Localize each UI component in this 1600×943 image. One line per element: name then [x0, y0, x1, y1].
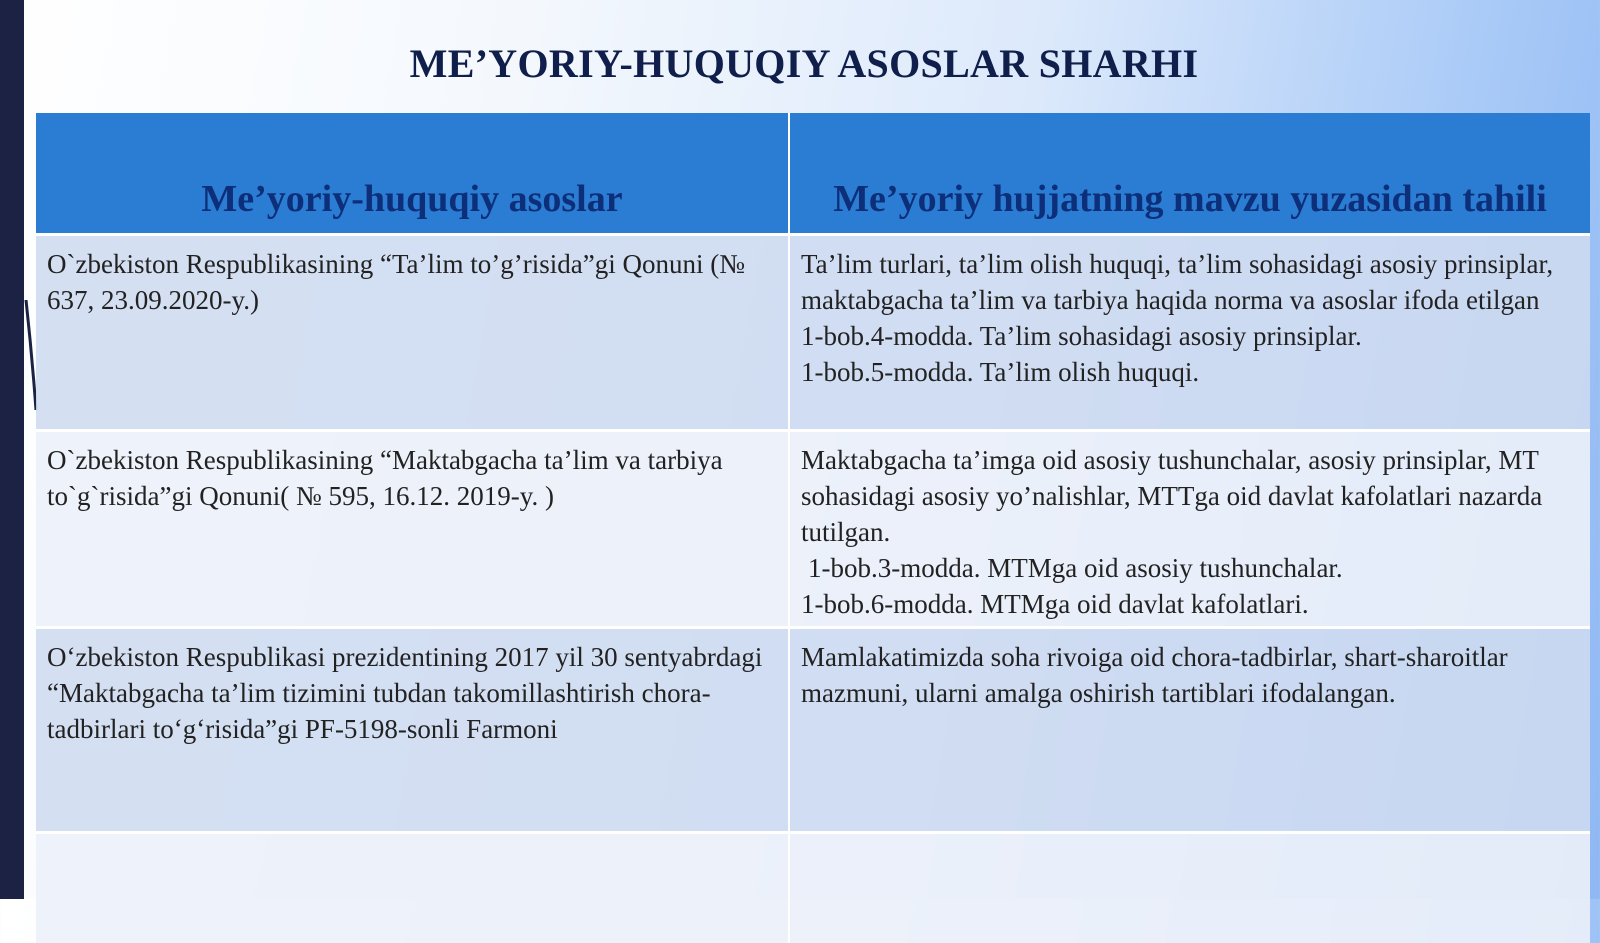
column-header-analysis: Me’yoriy hujjatning mavzu yuzasidan tahili — [789, 113, 1590, 235]
table-header-row — [36, 113, 1590, 235]
document-cell: O`zbekiston Respublikasining “Ta’lim to’g’risida”gi Qonuni (№ 637, 23.09.2020-y.) — [36, 235, 789, 431]
slide-title: ME’YORIY-HUQUQIY ASOSLAR SHARHI — [24, 40, 1584, 87]
table-row — [36, 235, 1590, 431]
legal-basis-table — [36, 113, 1590, 943]
document-cell: O`zbekiston Respublikasining “Maktabgacha ta’lim va tarbiya to`g`risida”gi Qonuni( № 595, 16.12. 2019-y. ) — [36, 431, 789, 628]
empty-cell — [36, 833, 789, 943]
table-row — [36, 431, 1590, 628]
left-sidebar-bar — [0, 0, 24, 899]
column-header-legal-basis: Me’yoriy-huquqiy asoslar — [36, 113, 789, 235]
analysis-cell — [789, 235, 1590, 431]
table-row — [36, 628, 1590, 833]
analysis-text: Maktabgacha ta’imga oid asosiy tushunchalar, asosiy prinsiplar, MT sohasidagi asosiy yo’nalishlar, MTTga oid davlat kafolatlari nazarda tutilgan. — [801, 442, 1580, 550]
document-cell: O‘zbekiston Respublikasi prezidentining 2017 yil 30 sentyabrdagi “Maktabgacha ta’lim tizimini tubdan takomillashtirish chora-tadbirlari to‘g‘risida”gi PF-5198-sonli Farmoni — [36, 628, 789, 833]
article-line: 1-bob.6-modda. MTMga oid davlat kafolatlari. — [801, 586, 1580, 622]
article-line: 1-bob.5-modda. Ta’lim olish huquqi. — [801, 354, 1580, 390]
analysis-cell — [789, 431, 1590, 628]
analysis-cell — [789, 628, 1590, 833]
article-line: 1-bob.3-modda. MTMga oid asosiy tushunchalar. — [801, 550, 1580, 586]
analysis-text: Ta’lim turlari, ta’lim olish huquqi, ta’lim sohasidagi asosiy prinsiplar, maktabgacha ta’lim va tarbiya haqida norma va asoslar ifoda etilgan — [801, 246, 1580, 318]
article-line: 1-bob.4-modda. Ta’lim sohasidagi asosiy prinsiplar. — [801, 318, 1580, 354]
empty-cell — [789, 833, 1590, 943]
analysis-text: Mamlakatimizda soha rivoiga oid chora-tadbirlar, shart-sharoitlar mazmuni, ularni amalga oshirish tartiblari ifodalangan. — [801, 639, 1580, 711]
empty-table-row — [36, 833, 1590, 943]
